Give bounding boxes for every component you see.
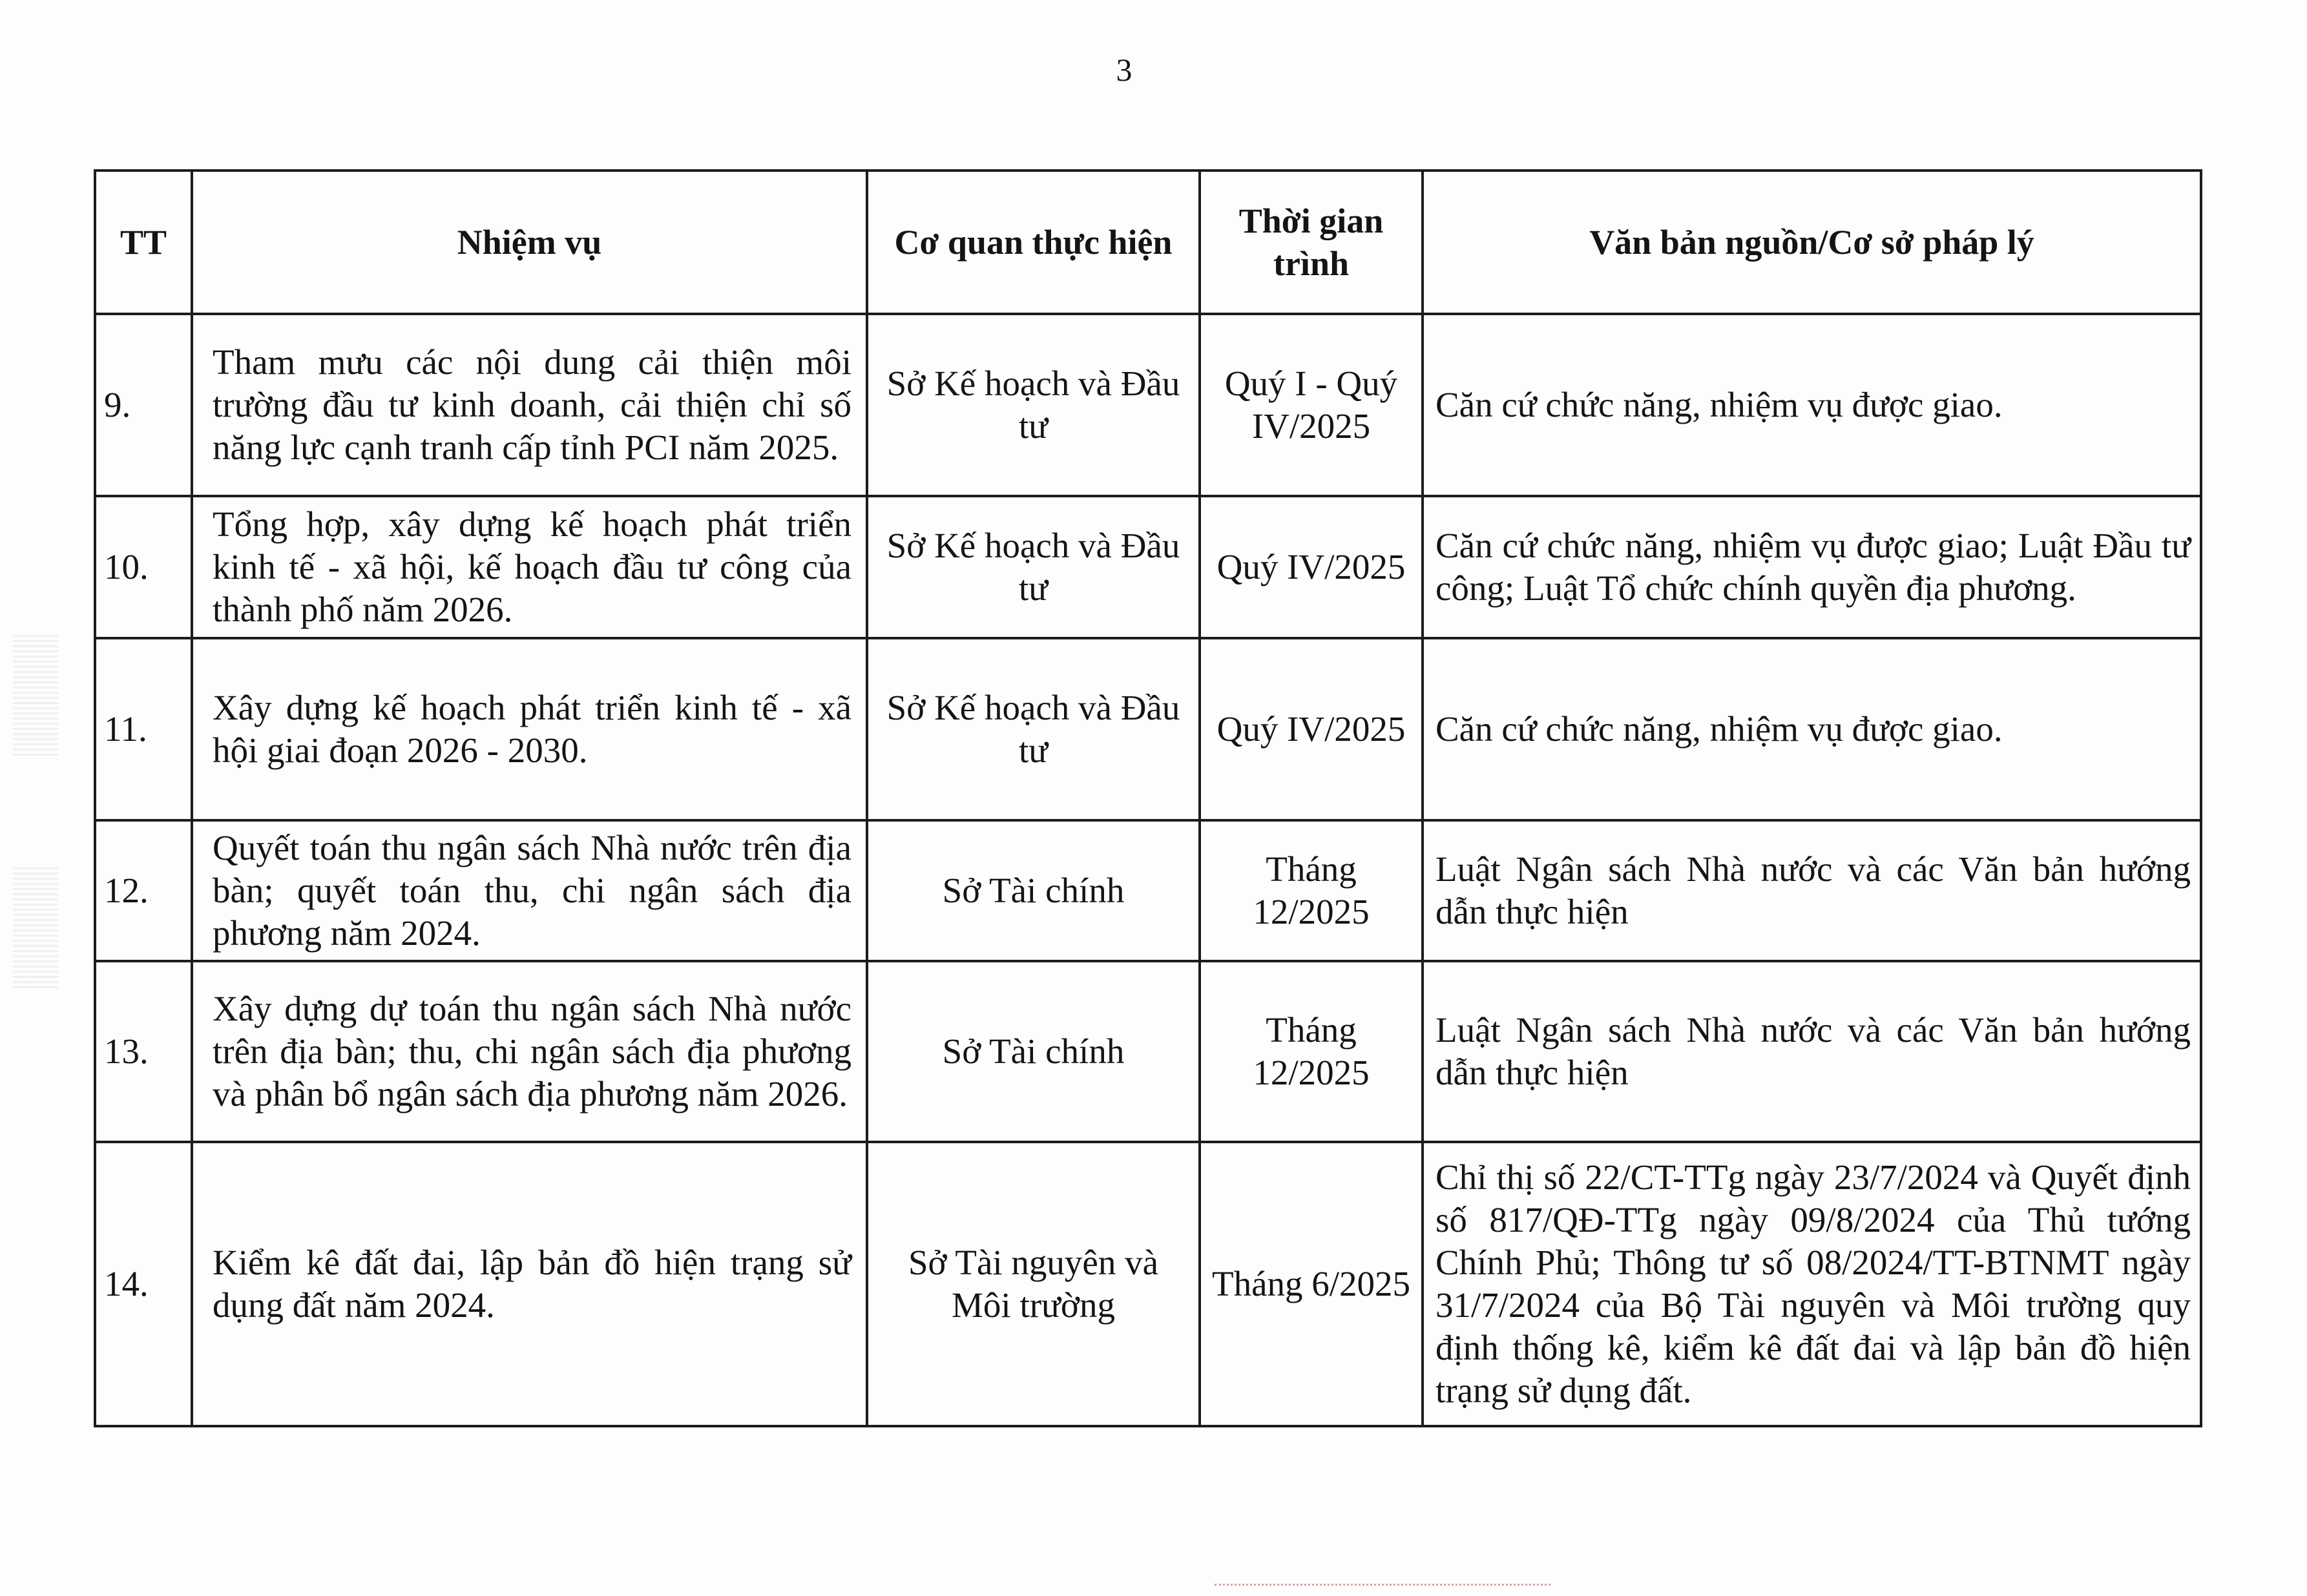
stamp-fragment	[1215, 1584, 1550, 1591]
time-cell: Tháng 12/2025	[1200, 961, 1423, 1142]
scan-artifact	[13, 633, 58, 756]
table-row	[95, 1142, 2201, 1426]
task-cell: Tham mưu các nội dung cải thiện môi trường đầu tư kinh doanh, cải thiện chỉ số năng lực cạnh tranh cấp tỉnh PCI năm 2025.	[192, 314, 867, 496]
table-row	[95, 496, 2201, 638]
agency-cell: Sở Tài chính	[867, 820, 1200, 961]
row-number: 13.	[95, 961, 192, 1142]
header-time: Thời gian trình	[1200, 171, 1423, 314]
agency-cell: Sở Kế hoạch và Đầu tư	[867, 314, 1200, 496]
legal-basis-cell: Luật Ngân sách Nhà nước và các Văn bản hướng dẫn thực hiện	[1423, 961, 2201, 1142]
task-cell: Quyết toán thu ngân sách Nhà nước trên địa bàn; quyết toán thu, chi ngân sách địa phương năm 2024.	[192, 820, 867, 961]
task-cell: Xây dựng dự toán thu ngân sách Nhà nước trên địa bàn; thu, chi ngân sách địa phương và phân bổ ngân sách địa phương năm 2026.	[192, 961, 867, 1142]
legal-basis-cell: Căn cứ chức năng, nhiệm vụ được giao.	[1423, 314, 2201, 496]
task-cell: Kiểm kê đất đai, lập bản đồ hiện trạng sử dụng đất năm 2024.	[192, 1142, 867, 1426]
table-row	[95, 820, 2201, 961]
agency-cell: Sở Tài nguyên và Môi trường	[867, 1142, 1200, 1426]
time-cell: Tháng 12/2025	[1200, 820, 1423, 961]
task-cell: Tổng hợp, xây dựng kế hoạch phát triển kinh tế - xã hội, kế hoạch đầu tư công của thành phố năm 2026.	[192, 496, 867, 638]
agency-cell: Sở Kế hoạch và Đầu tư	[867, 638, 1200, 820]
legal-basis-cell: Chỉ thị số 22/CT-TTg ngày 23/7/2024 và Quyết định số 817/QĐ-TTg ngày 09/8/2024 của Thủ tướng Chính Phủ; Thông tư số 08/2024/TT-BTNMT ngày 31/7/2024 của Bộ Tài nguyên và Môi trường quy định thống kê, kiểm kê đất đai và lập bản đồ hiện trạng sử dụng đất.	[1423, 1142, 2201, 1426]
row-number: 11.	[95, 638, 192, 820]
table-row	[95, 961, 2201, 1142]
task-table	[94, 169, 2202, 1427]
header-tt: TT	[95, 171, 192, 314]
page-number: 3	[1116, 52, 1133, 88]
time-cell: Tháng 6/2025	[1200, 1142, 1423, 1426]
table-header-row	[95, 171, 2201, 314]
table-row	[95, 638, 2201, 820]
row-number: 10.	[95, 496, 192, 638]
row-number: 14.	[95, 1142, 192, 1426]
agency-cell: Sở Tài chính	[867, 961, 1200, 1142]
legal-basis-cell: Căn cứ chức năng, nhiệm vụ được giao.	[1423, 638, 2201, 820]
task-cell: Xây dựng kế hoạch phát triển kinh tế - xã hội giai đoạn 2026 - 2030.	[192, 638, 867, 820]
header-task: Nhiệm vụ	[192, 171, 867, 314]
legal-basis-cell: Căn cứ chức năng, nhiệm vụ được giao; Luật Đầu tư công; Luật Tổ chức chính quyền địa phương.	[1423, 496, 2201, 638]
row-number: 9.	[95, 314, 192, 496]
legal-basis-cell: Luật Ngân sách Nhà nước và các Văn bản hướng dẫn thực hiện	[1423, 820, 2201, 961]
time-cell: Quý IV/2025	[1200, 496, 1423, 638]
time-cell: Quý IV/2025	[1200, 638, 1423, 820]
row-number: 12.	[95, 820, 192, 961]
scan-artifact	[13, 865, 58, 988]
table-row	[95, 314, 2201, 496]
header-agency: Cơ quan thực hiện	[867, 171, 1200, 314]
agency-cell: Sở Kế hoạch và Đầu tư	[867, 496, 1200, 638]
time-cell: Quý I - Quý IV/2025	[1200, 314, 1423, 496]
header-legal: Văn bản nguồn/Cơ sở pháp lý	[1423, 171, 2201, 314]
